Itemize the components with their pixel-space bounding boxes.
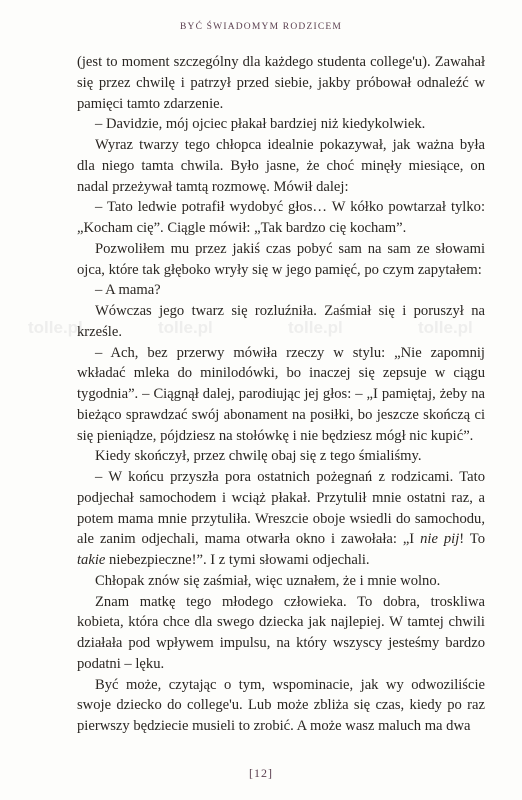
- paragraph-text: Pozwoliłem mu przez jakiś czas pobyć sam na sam ze słowami ojca, które tak głęboko wryły się w jego pamięć, po czym zapytałem:: [77, 240, 485, 278]
- watermark: tolle.pl: [28, 318, 83, 337]
- paragraph-text: – W końcu przyszła pora ostatnich pożegnań z rodzicami. Tato podjechał samochodem i wciąż płakał. Przytulił mnie ostatni raz, a potem mama mnie przytuliła. Wreszcie oboje wsiedli do samochodu, ale zanim odjechali, mama otwarła okno i zawołała: „I: [77, 469, 485, 548]
- italic-text: nie pij: [420, 531, 460, 548]
- page-number: [12]: [249, 766, 273, 780]
- paragraph-text: Być może, czytając o tym, wspominacie, jak wy odwoziliście swoje dziecko do college'u. Lub może zbliża się czas, kiedy po raz pierwszy będziecie musieli to zrobić. A może wasz maluch ma dwa: [77, 676, 485, 734]
- running-head: BYĆ ŚWIADOMYM RODZICEM: [179, 22, 343, 32]
- paragraph: [77, 571, 485, 592]
- paragraph: [77, 343, 485, 447]
- paragraph-text: ! To: [459, 531, 486, 548]
- paragraph: [77, 280, 485, 301]
- paragraph: [77, 135, 485, 197]
- paragraph: [77, 467, 485, 571]
- paragraph-text: niebezpieczne!”. I z tymi słowami odjechali.: [105, 552, 370, 568]
- paragraph: [77, 592, 485, 675]
- paragraph: [77, 446, 485, 467]
- paragraph-text: – Tato ledwie potrafił wydobyć głos… W kółko powtarzał tylko: „Kocham cię”. Ciągle mówił: „Tak bardzo cię kocham”.: [77, 199, 485, 236]
- paragraph-text: Kiedy skończył, przez chwilę obaj się z tego śmialiśmy.: [95, 448, 422, 465]
- watermark: tolle.pl: [418, 318, 473, 337]
- paragraph: [77, 301, 485, 343]
- italic-text: takie: [77, 552, 106, 568]
- paragraph-text: – Ach, bez przerwy mówiła rzeczy w stylu: „Nie zapomnij wkładać mleka do minilodówki, bo inaczej się zepsuje w ciągu tygodnia”. – Ciągnął dalej, parodiując jej głos: – „I pamiętaj, żeby na bieżąco sprawdzać swój abonament na posiłki, bo jeszcze skończą ci się pieniądze, pójdziesz na stołówkę i nie będziesz mógł nic kupić”.: [77, 344, 485, 444]
- paragraph-text: Wówczas jego twarz się rozluźniła. Zaśmiał się i poruszył na krześle.: [77, 303, 485, 340]
- watermark: tolle.pl: [288, 318, 343, 337]
- paragraph-text: Wyraz twarzy tego chłopca idealnie pokazywał, jak ważna była dla niego tamta chwila. Było jasne, że choć minęły miesiące, on nadal przeżywał tamtą rozmowę. Mówił dalej:: [77, 137, 485, 195]
- paragraph-text: – A mama?: [95, 282, 161, 299]
- paragraph: [77, 114, 485, 135]
- watermark: tolle.pl: [158, 318, 213, 337]
- paragraph-text: Znam matkę tego młodego człowieka. To dobra, troskliwa kobieta, która chce dla swego dziecka jak najlepiej. W tamtej chwili działała pod wpływem impulsu, na który wszyscy jesteśmy bardzo podatni – lęku.: [77, 593, 485, 672]
- paragraph: [77, 52, 485, 114]
- paragraph: [77, 197, 485, 239]
- body-text: [77, 52, 485, 737]
- paragraph-text: – Davidzie, mój ojciec płakał bardziej niż kiedykolwiek.: [95, 116, 426, 133]
- paragraph: [77, 239, 485, 281]
- paragraph: [77, 675, 485, 737]
- paragraph-text: Chłopak znów się zaśmiał, więc uznałem, że i mnie wolno.: [95, 572, 441, 589]
- paragraph-text: (jest to moment szczególny dla każdego studenta college'u). Zawahał się przez chwilę i patrzył przed siebie, jakby próbował odnaleźć w pamięci tamto zdarzenie.: [77, 54, 485, 112]
